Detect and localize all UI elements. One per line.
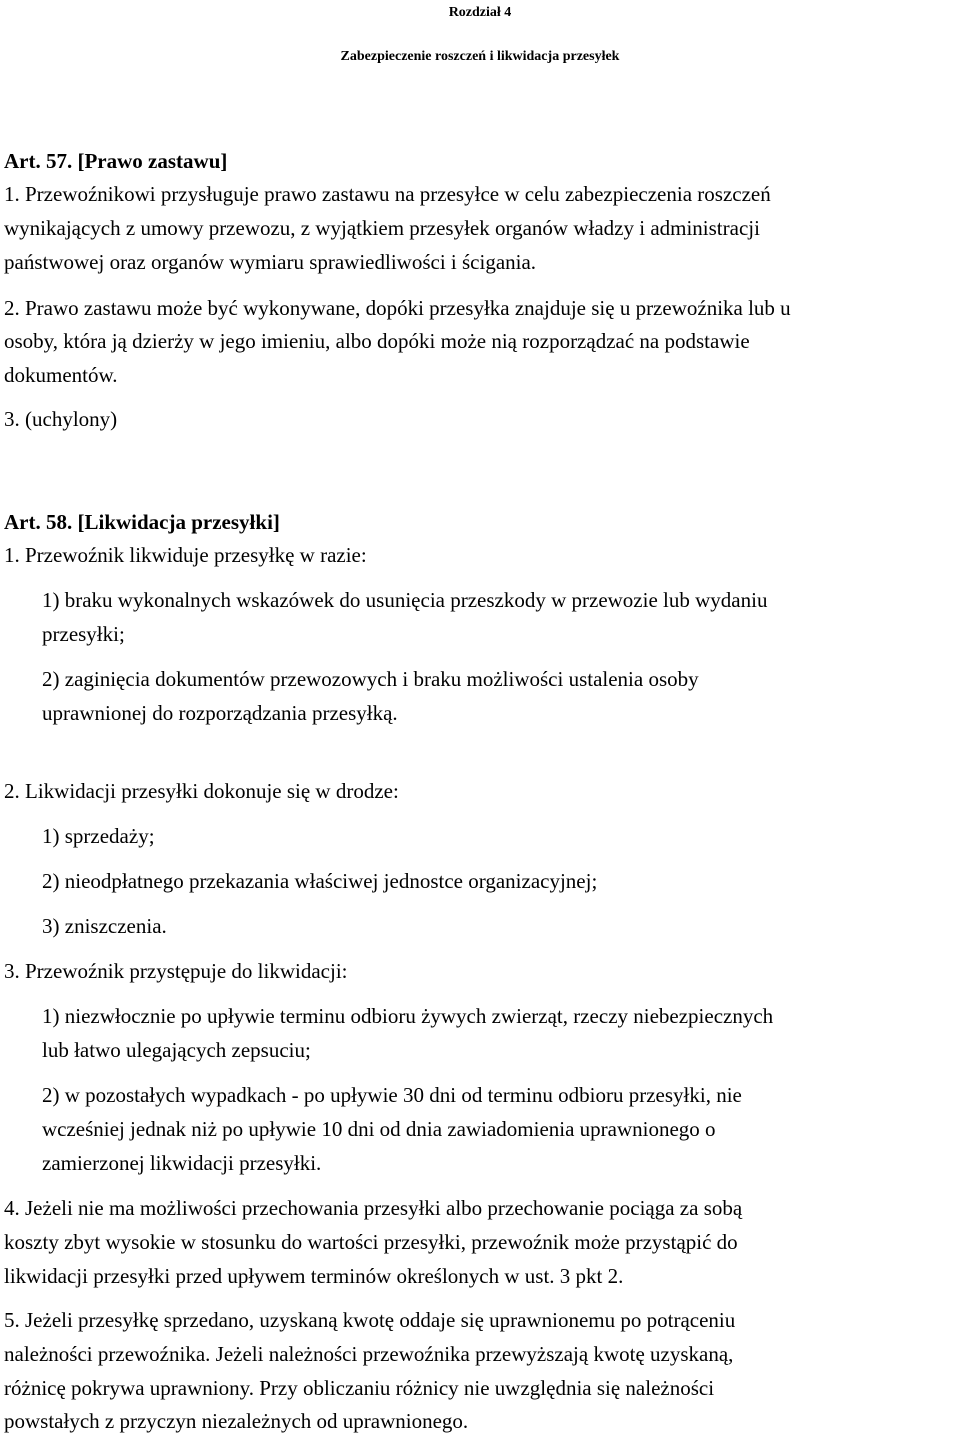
- article-58-para-2-item-3: 3) zniszczenia.: [42, 914, 167, 938]
- article-58-para-1-item-1-line-2: przesyłki;: [42, 622, 125, 646]
- article-58-para-1-item-1-line-1: 1) braku wykonalnych wskazówek do usunięcia przeszkody w przewozie lub wydaniu: [42, 588, 768, 612]
- article-58-para-3-item-2-line-1: 2) w pozostałych wypadkach - po upływie 30 dni od terminu odbioru przesyłki, nie: [42, 1083, 742, 1107]
- article-58-para-2-item-2: 2) nieodpłatnego przekazania właściwej jednostce organizacyjnej;: [42, 869, 598, 893]
- article-58-para-4-line-2: koszty zbyt wysokie w stosunku do wartości przesyłki, przewoźnik może przystąpić do: [4, 1230, 738, 1254]
- article-58-para-5-line-4: powstałych z przyczyn niezależnych od uprawnionego.: [4, 1409, 469, 1433]
- article-57-para-2-line-1: 2. Prawo zastawu może być wykonywane, dopóki przesyłka znajduje się u przewoźnika lub u: [4, 296, 791, 320]
- article-58-para-3-item-1-line-1: 1) niezwłocznie po upływie terminu odbioru żywych zwierząt, rzeczy niebezpiecznych: [42, 1004, 774, 1028]
- article-58-para-1-item-2-line-1: 2) zaginięcia dokumentów przewozowych i braku możliwości ustalenia osoby: [42, 667, 699, 691]
- article-57-heading: Art. 57. [Prawo zastawu]: [4, 149, 228, 173]
- article-58-para-1: 1. Przewoźnik likwiduje przesyłkę w razie:: [4, 543, 367, 567]
- article-58-para-5-line-1: 5. Jeżeli przesyłkę sprzedano, uzyskaną kwotę oddaje się uprawnionemu po potrąceniu: [4, 1308, 736, 1332]
- chapter-number: Rozdział 4: [448, 5, 512, 20]
- article-57-para-2-line-3: dokumentów.: [4, 363, 118, 387]
- article-57-para-2-line-2: osoby, która ją dzierży w jego imieniu, albo dopóki może nią rozporządzać na podstawie: [4, 329, 750, 353]
- article-58-para-5-line-3: różnicę pokrywa uprawniony. Przy obliczaniu różnicy nie uwzględnia się należności: [4, 1376, 715, 1400]
- article-58-para-3: 3. Przewoźnik przystępuje do likwidacji:: [4, 959, 348, 983]
- article-58-para-3-item-2-line-2: wcześniej jednak niż po upływie 10 dni od dnia zawiadomienia uprawnionego o: [42, 1117, 716, 1141]
- article-58-para-4-line-1: 4. Jeżeli nie ma możliwości przechowania przesyłki albo przechowanie pociąga za sobą: [4, 1196, 743, 1220]
- chapter-title: Zabezpieczenie roszczeń i likwidacja przesyłek: [340, 49, 620, 64]
- article-58-para-5-line-2: należności przewoźnika. Jeżeli należności przewoźnika przewyższają kwotę uzyskaną,: [4, 1342, 734, 1366]
- article-57-para-3: 3. (uchylony): [4, 407, 118, 431]
- article-57-para-1-line-3: państwowej oraz organów wymiaru sprawiedliwości i ścigania.: [4, 250, 537, 274]
- article-57-para-1-line-2: wynikających z umowy przewozu, z wyjątkiem przesyłek organów władzy i administracji: [4, 216, 760, 240]
- article-58-para-2-item-1: 1) sprzedaży;: [42, 824, 155, 848]
- article-58-para-2: 2. Likwidacji przesyłki dokonuje się w drodze:: [4, 779, 399, 803]
- article-57-para-1-line-1: 1. Przewoźnikowi przysługuje prawo zastawu na przesyłce w celu zabezpieczenia roszczeń: [4, 182, 771, 206]
- article-58-para-4-line-3: likwidacji przesyłki przed upływem terminów określonych w ust. 3 pkt 2.: [4, 1264, 624, 1288]
- article-58-para-1-item-2-line-2: uprawnionej do rozporządzania przesyłką.: [42, 701, 398, 725]
- article-58-para-3-item-1-line-2: lub łatwo ulegających zepsuciu;: [42, 1038, 311, 1062]
- article-58-para-3-item-2-line-3: zamierzonej likwidacji przesyłki.: [42, 1151, 322, 1175]
- article-58-heading: Art. 58. [Likwidacja przesyłki]: [4, 510, 280, 534]
